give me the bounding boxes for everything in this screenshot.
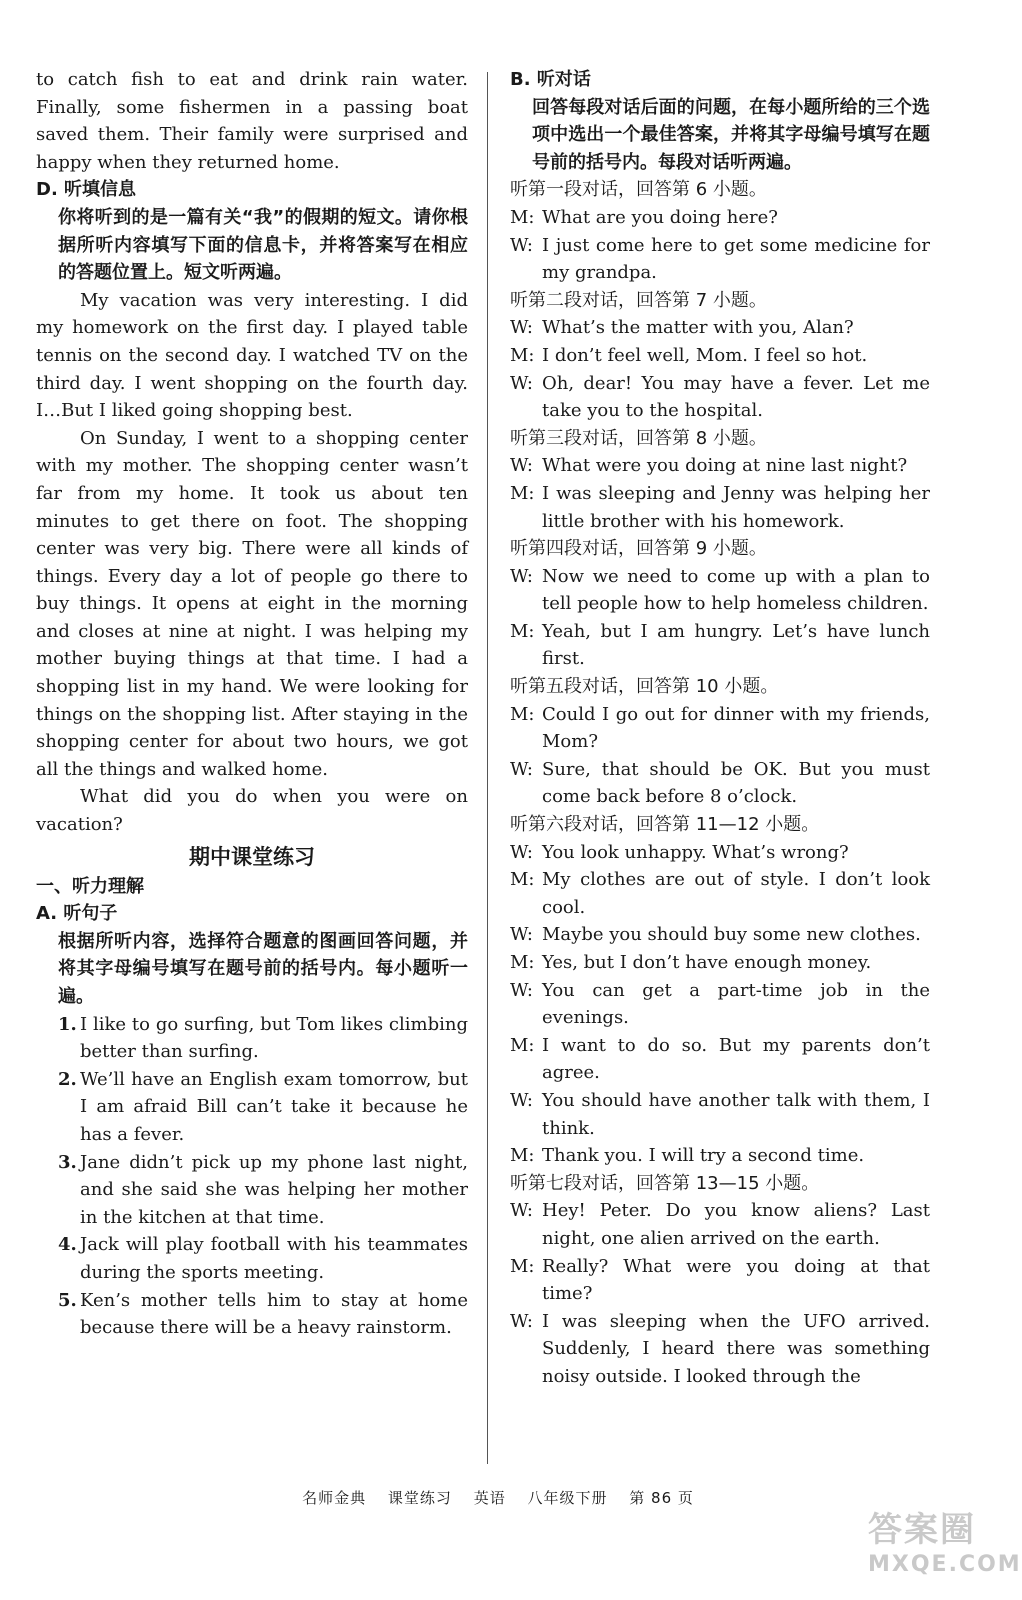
speaker-label: M:	[510, 1255, 535, 1277]
dialog-text: You look unhappy. What’s wrong?	[542, 841, 849, 863]
right-column	[510, 66, 930, 1391]
list-item	[58, 1066, 468, 1149]
footer-grade: 八年级下册	[527, 1489, 608, 1507]
item-number: 2.	[58, 1068, 77, 1090]
dialog-text: Yeah, but I am hungry. Let’s have lunch first.	[542, 620, 930, 670]
section-b-heading: B. 听对话	[510, 69, 591, 90]
dialog-intro: 听第七段对话，回答第 13—15 小题。	[510, 1172, 820, 1194]
footer-subject: 英语	[473, 1489, 506, 1507]
speaker-label: W:	[510, 1200, 534, 1222]
speaker-label: W:	[510, 317, 534, 339]
speaker-label: W:	[510, 234, 534, 256]
speaker-label: W:	[510, 979, 534, 1001]
dialog-intro: 听第六段对话，回答第 11—12 小题。	[510, 814, 820, 836]
dialog-text: Maybe you should buy some new clothes.	[542, 924, 921, 946]
speaker-label: M:	[510, 620, 535, 642]
list-item	[58, 1287, 468, 1342]
dialog-intro: 听第一段对话，回答第 6 小题。	[510, 179, 767, 201]
section-d-heading: D. 听填信息	[36, 179, 137, 201]
list-item	[58, 1149, 468, 1232]
section-a-instruction: 根据所听内容，选择符合题意的图画回答问题，并将其字母编号填写在题号前的括号内。每小题听一遍。	[58, 930, 468, 1007]
dialog-line	[510, 866, 930, 921]
speaker-label: M:	[510, 1034, 535, 1056]
speaker-label: W:	[510, 841, 534, 863]
dialog-text: Sure, that should be OK. But you must come back before 8 o’clock.	[542, 758, 930, 808]
dialog-line	[510, 452, 930, 480]
speaker-label: W:	[510, 758, 534, 780]
section-b-instruction: 回答每段对话后面的问题，在每小题所给的三个选项中选出一个最佳答案，并将其字母编号填写在题号前的括号内。每段对话听两遍。	[532, 96, 930, 173]
dialog-line	[510, 756, 930, 811]
dialog-line	[510, 701, 930, 756]
dialog-line	[510, 1197, 930, 1252]
footer-page-number: 第 86 页	[629, 1489, 694, 1507]
item-number: 3.	[58, 1151, 77, 1173]
item-text: Jack will play football with his teammates during the sports meeting.	[80, 1234, 468, 1283]
footer-series: 课堂练习	[387, 1489, 452, 1507]
dialog-line	[510, 1032, 930, 1087]
dialog-line	[510, 977, 930, 1032]
dialog-line	[510, 949, 930, 977]
item-number: 4.	[58, 1234, 77, 1256]
item-text: I like to go surfing, but Tom likes climbing better than surfing.	[80, 1013, 468, 1063]
dialog-line	[510, 618, 930, 673]
speaker-label: W:	[510, 1089, 534, 1111]
part-1-heading: 一、听力理解	[36, 875, 144, 897]
dialog-text: My clothes are out of style. I don’t look cool.	[542, 869, 930, 918]
speaker-label: M:	[510, 869, 535, 891]
dialog-line	[510, 342, 930, 370]
dialog-text: You should have another talk with them, I think.	[542, 1089, 930, 1139]
dialog-line	[510, 839, 930, 867]
speaker-label: W:	[510, 455, 534, 477]
watermark-bottom: MXQE.COM	[868, 1552, 1022, 1577]
speaker-label: M:	[510, 482, 535, 504]
dialog-list	[510, 176, 930, 1390]
item-number: 1.	[58, 1013, 77, 1035]
speaker-label: M:	[510, 344, 535, 366]
dialog-line	[510, 1308, 930, 1391]
dialog-text: Could I go out for dinner with my friends, Mom?	[542, 703, 930, 753]
dialog-text: Really? What were you doing at that time?	[542, 1255, 930, 1305]
speaker-label: M:	[510, 703, 535, 725]
speaker-label: M:	[510, 206, 535, 228]
item-number: 5.	[58, 1289, 77, 1311]
dialog-text: You can get a part-time job in the evenings.	[542, 979, 930, 1029]
section-d-para-3: What did you do when you were on vacation?	[36, 786, 468, 836]
section-d-para-1: My vacation was very interesting. I did my homework on the first day. I played table tennis on the second day. I watched TV on the third day. I went shopping on the fourth day. I…But I liked going shopping best.	[36, 289, 468, 422]
watermark-top: 答案圈	[868, 1510, 976, 1550]
dialog-line	[510, 370, 930, 425]
dialog-line	[510, 204, 930, 232]
dialog-text: Now we need to come up with a plan to tell people how to help homeless children.	[542, 565, 930, 615]
watermark-logo	[868, 1508, 1022, 1588]
dialog-intro: 听第五段对话，回答第 10 小题。	[510, 676, 779, 698]
dialog-line	[510, 480, 930, 535]
dialog-text: What are you doing here?	[542, 206, 778, 228]
dialog-text: I was sleeping and Jenny was helping her little brother with his homework.	[542, 482, 930, 532]
dialog-text: I just come here to get some medicine for my grandpa.	[542, 234, 930, 284]
list-item	[58, 1231, 468, 1286]
dialog-line	[510, 232, 930, 287]
speaker-label: W:	[510, 565, 534, 587]
dialog-text: I want to do so. But my parents don’t agree.	[542, 1034, 930, 1084]
section-d-instruction: 你将听到的是一篇有关“我”的假期的短文。请你根据所听内容填写下面的信息卡，并将答案写在相应的答题位置上。短文听两遍。	[58, 206, 468, 284]
speaker-label: M:	[510, 952, 535, 973]
dialog-text: Yes, but I don’t have enough money.	[542, 952, 872, 973]
dialog-text: Oh, dear! You may have a fever. Let me take you to the hospital.	[542, 372, 930, 422]
speaker-label: M:	[510, 1145, 535, 1167]
dialog-line	[510, 1087, 930, 1142]
dialog-line	[510, 921, 930, 949]
story-ending: to catch fish to eat and drink rain water. Finally, some fishermen in a passing boat saved them. Their family were surprised and happy when they returned home.	[36, 69, 468, 173]
page-footer	[0, 1487, 996, 1508]
item-text: Ken’s mother tells him to stay at home because there will be a heavy rainstorm.	[80, 1289, 468, 1339]
speaker-label: W:	[510, 372, 534, 394]
dialog-intro: 听第三段对话，回答第 8 小题。	[510, 427, 767, 449]
dialog-text: I don’t feel well, Mom. I feel so hot.	[542, 344, 868, 366]
section-d-para-2: On Sunday, I went to a shopping center with my mother. The shopping center wasn’t far from my home. It took us about ten minutes to get there on foot. The shopping center was very big. There were all kinds of things. Every day a lot of people go there to buy things. It opens at eight in the morning and closes at nine at night. I was helping my mother buying things at that time. I had a shopping list in my hand. We were looking for things on the shopping list. After staying in the shopping center for about two hours, we got all the things and walked home.	[36, 427, 468, 780]
column-divider	[487, 72, 488, 1464]
dialog-text: I was sleeping when the UFO arrived. Suddenly, I heard there was something noisy outside. I looked through the	[542, 1310, 930, 1387]
speaker-label: W:	[510, 924, 534, 946]
midterm-title: 期中课堂练习	[189, 843, 315, 869]
dialog-text: Hey! Peter. Do you know aliens? Last night, one alien arrived on the earth.	[542, 1200, 930, 1249]
item-text: Jane didn’t pick up my phone last night, and she said she was helping her mother in the kitchen at that time.	[80, 1151, 468, 1228]
dialog-line	[510, 563, 930, 618]
dialog-line	[510, 1253, 930, 1308]
dialog-text: What’s the matter with you, Alan?	[542, 317, 854, 339]
footer-book: 名师金典	[302, 1489, 367, 1507]
list-item	[58, 1011, 468, 1066]
dialog-intro: 听第四段对话，回答第 9 小题。	[510, 538, 767, 560]
dialog-text: What were you doing at nine last night?	[542, 455, 908, 477]
dialog-line	[510, 1142, 930, 1170]
section-a-items	[36, 1011, 468, 1342]
speaker-label: W:	[510, 1310, 534, 1332]
dialog-line	[510, 314, 930, 342]
section-a-heading: A. 听句子	[36, 903, 118, 925]
left-column	[36, 66, 468, 1342]
dialog-intro: 听第二段对话，回答第 7 小题。	[510, 289, 767, 311]
item-text: We’ll have an English exam tomorrow, but I am afraid Bill can’t take it because he has a fever.	[80, 1068, 468, 1145]
dialog-text: Thank you. I will try a second time.	[542, 1145, 865, 1167]
